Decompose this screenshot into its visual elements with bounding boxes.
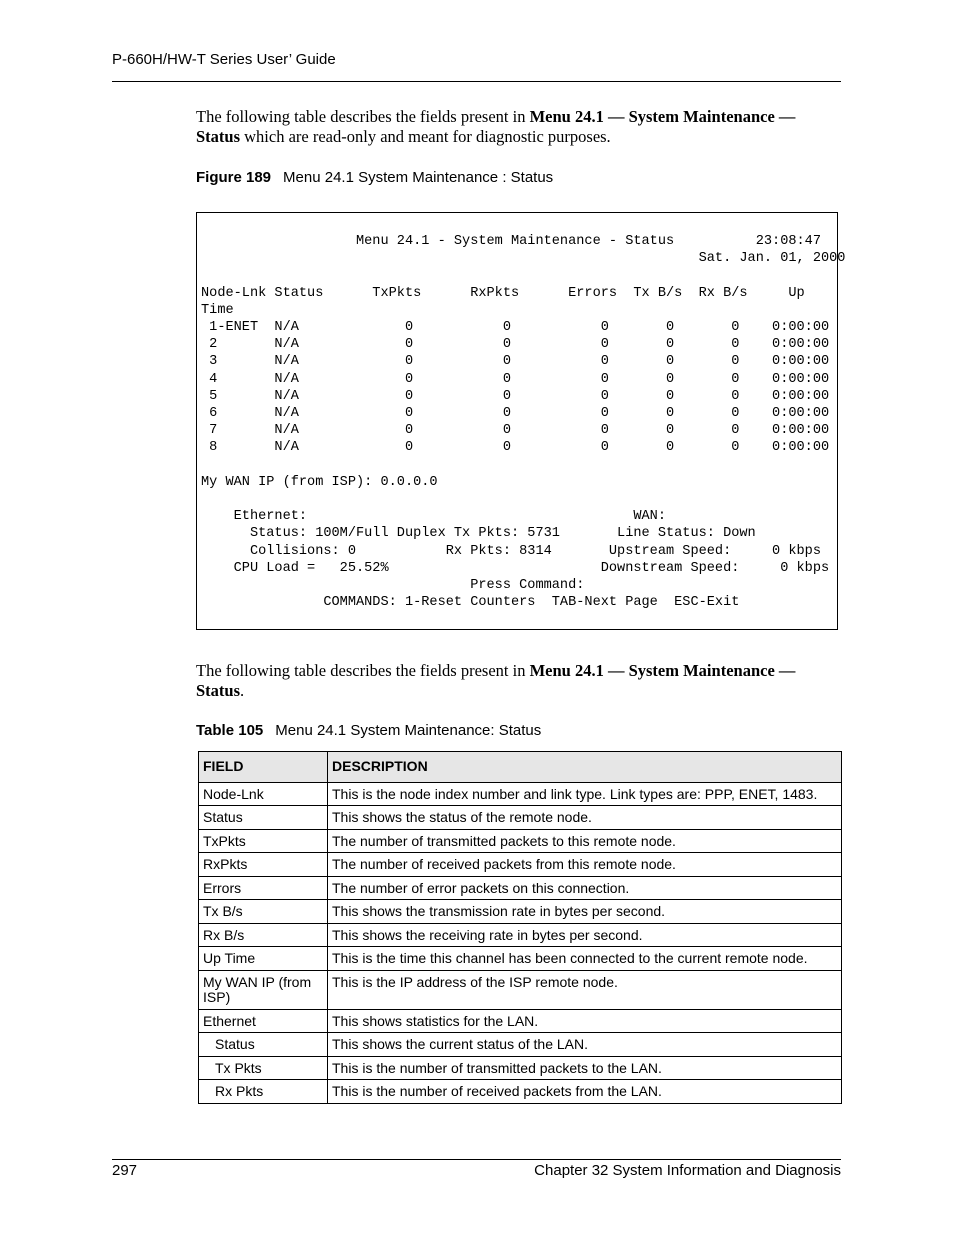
field-cell: Node-Lnk bbox=[199, 782, 328, 806]
header-description: DESCRIPTION bbox=[328, 752, 842, 783]
intro-text-end: which are read-only and meant for diagnostic purposes. bbox=[240, 127, 611, 146]
field-cell: Tx B/s bbox=[199, 900, 328, 924]
description-cell: This is the number of received packets from the LAN. bbox=[328, 1080, 842, 1104]
description-cell: This shows the transmission rate in bytes per second. bbox=[328, 900, 842, 924]
table-intro-paragraph bbox=[196, 661, 836, 701]
description-cell: This is the time this channel has been connected to the current remote node. bbox=[328, 947, 842, 971]
description-cell: This is the IP address of the ISP remote node. bbox=[328, 970, 842, 1009]
intro-text: The following table describes the fields present in bbox=[196, 107, 530, 126]
table-row bbox=[199, 947, 842, 971]
table-row bbox=[199, 876, 842, 900]
description-cell: This shows statistics for the LAN. bbox=[328, 1009, 842, 1033]
table-row bbox=[199, 782, 842, 806]
table-body bbox=[199, 782, 842, 1103]
table-intro-text: The following table describes the fields present in bbox=[196, 661, 530, 680]
intro-paragraph bbox=[196, 107, 836, 147]
field-description-table bbox=[198, 751, 842, 1104]
description-cell: This is the number of transmitted packets to the LAN. bbox=[328, 1056, 842, 1080]
description-cell: This shows the receiving rate in bytes per second. bbox=[328, 923, 842, 947]
field-cell: My WAN IP (from ISP) bbox=[199, 970, 328, 1009]
field-cell: Ethernet bbox=[199, 1009, 328, 1033]
table-intro-text-end: . bbox=[240, 681, 245, 700]
terminal-screen bbox=[196, 212, 846, 630]
table-row bbox=[199, 1033, 842, 1057]
description-cell: This is the node index number and link type. Link types are: PPP, ENET, 1483. bbox=[328, 782, 842, 806]
figure-title: Menu 24.1 System Maintenance : Status bbox=[283, 169, 554, 186]
table-row bbox=[199, 806, 842, 830]
description-cell: The number of received packets from this remote node. bbox=[328, 853, 842, 877]
field-cell: TxPkts bbox=[199, 829, 328, 853]
field-cell: Up Time bbox=[199, 947, 328, 971]
table-header-row bbox=[199, 752, 842, 783]
table-row bbox=[199, 1009, 842, 1033]
description-cell: This shows the status of the remote node. bbox=[328, 806, 842, 830]
table-row bbox=[199, 1056, 842, 1080]
header-field: FIELD bbox=[199, 752, 328, 783]
header-rule bbox=[112, 81, 841, 82]
field-cell: Status bbox=[199, 806, 328, 830]
figure-label: Figure 189 bbox=[196, 169, 272, 186]
footer-rule bbox=[112, 1159, 841, 1160]
table-row bbox=[199, 1080, 842, 1104]
table-row bbox=[199, 970, 842, 1009]
field-cell: Errors bbox=[199, 876, 328, 900]
table-title: Menu 24.1 System Maintenance: Status bbox=[275, 722, 542, 739]
table-caption bbox=[196, 722, 541, 739]
table-label: Table 105 bbox=[196, 722, 264, 739]
field-cell: RxPkts bbox=[199, 853, 328, 877]
table-row bbox=[199, 900, 842, 924]
field-cell: Status bbox=[199, 1033, 328, 1057]
description-cell: The number of error packets on this connection. bbox=[328, 876, 842, 900]
table-row bbox=[199, 853, 842, 877]
field-cell: Tx Pkts bbox=[199, 1056, 328, 1080]
description-cell: The number of transmitted packets to this remote node. bbox=[328, 829, 842, 853]
description-cell: This shows the current status of the LAN. bbox=[328, 1033, 842, 1057]
figure-caption bbox=[196, 169, 553, 186]
table-row bbox=[199, 923, 842, 947]
table-row bbox=[199, 829, 842, 853]
chapter-title: Chapter 32 System Information and Diagnosis bbox=[534, 1162, 841, 1179]
field-cell: Rx Pkts bbox=[199, 1080, 328, 1104]
field-cell: Rx B/s bbox=[199, 923, 328, 947]
page-number: 297 bbox=[112, 1162, 138, 1179]
table-intro-menu-name: Menu 24.1 — System Maintenance — Status bbox=[196, 661, 796, 700]
intro-menu-name: Menu 24.1 — System Maintenance — Status bbox=[196, 107, 796, 146]
terminal-text: Menu 24.1 - System Maintenance - Status 23:08:47 Sat. Jan. 01, 2000 Node-Lnk Status TxPkts RxPkts Errors Tx B/s Rx B/s Up Time 1-ENET N/A 0 0 0 0 0 0:00:00 2 N/A 0 0 0 0 0 0:00:00 3 N/A 0 0 0 0 0 0:00:00 4 N/A 0 0 0 0 0 0:00:00 5 N/A 0 0 0 0 0 0:00:00 6 N/A 0 0 0 0 0 0:00:00 7 N/A 0 0 0 0 0 0:00:00 8 N/A 0 0 0 0 0 0:00:00 My WAN IP (from ISP): 0.0.0.0 Ethernet: WAN: Status: 100M/Full Duplex Tx Pkts: 5731 Line Status: Down Collisions: 0 Rx Pkts: 8314 Upstream Speed: 0 kbps CPU Load = 25.52% Downstream Speed: 0 kbps Press Command: COMMANDS: 1-Reset Counters TAB-Next Page ESC-Exit bbox=[201, 234, 846, 611]
running-header-title: P-660H/HW-T Series User’ Guide bbox=[112, 51, 336, 68]
